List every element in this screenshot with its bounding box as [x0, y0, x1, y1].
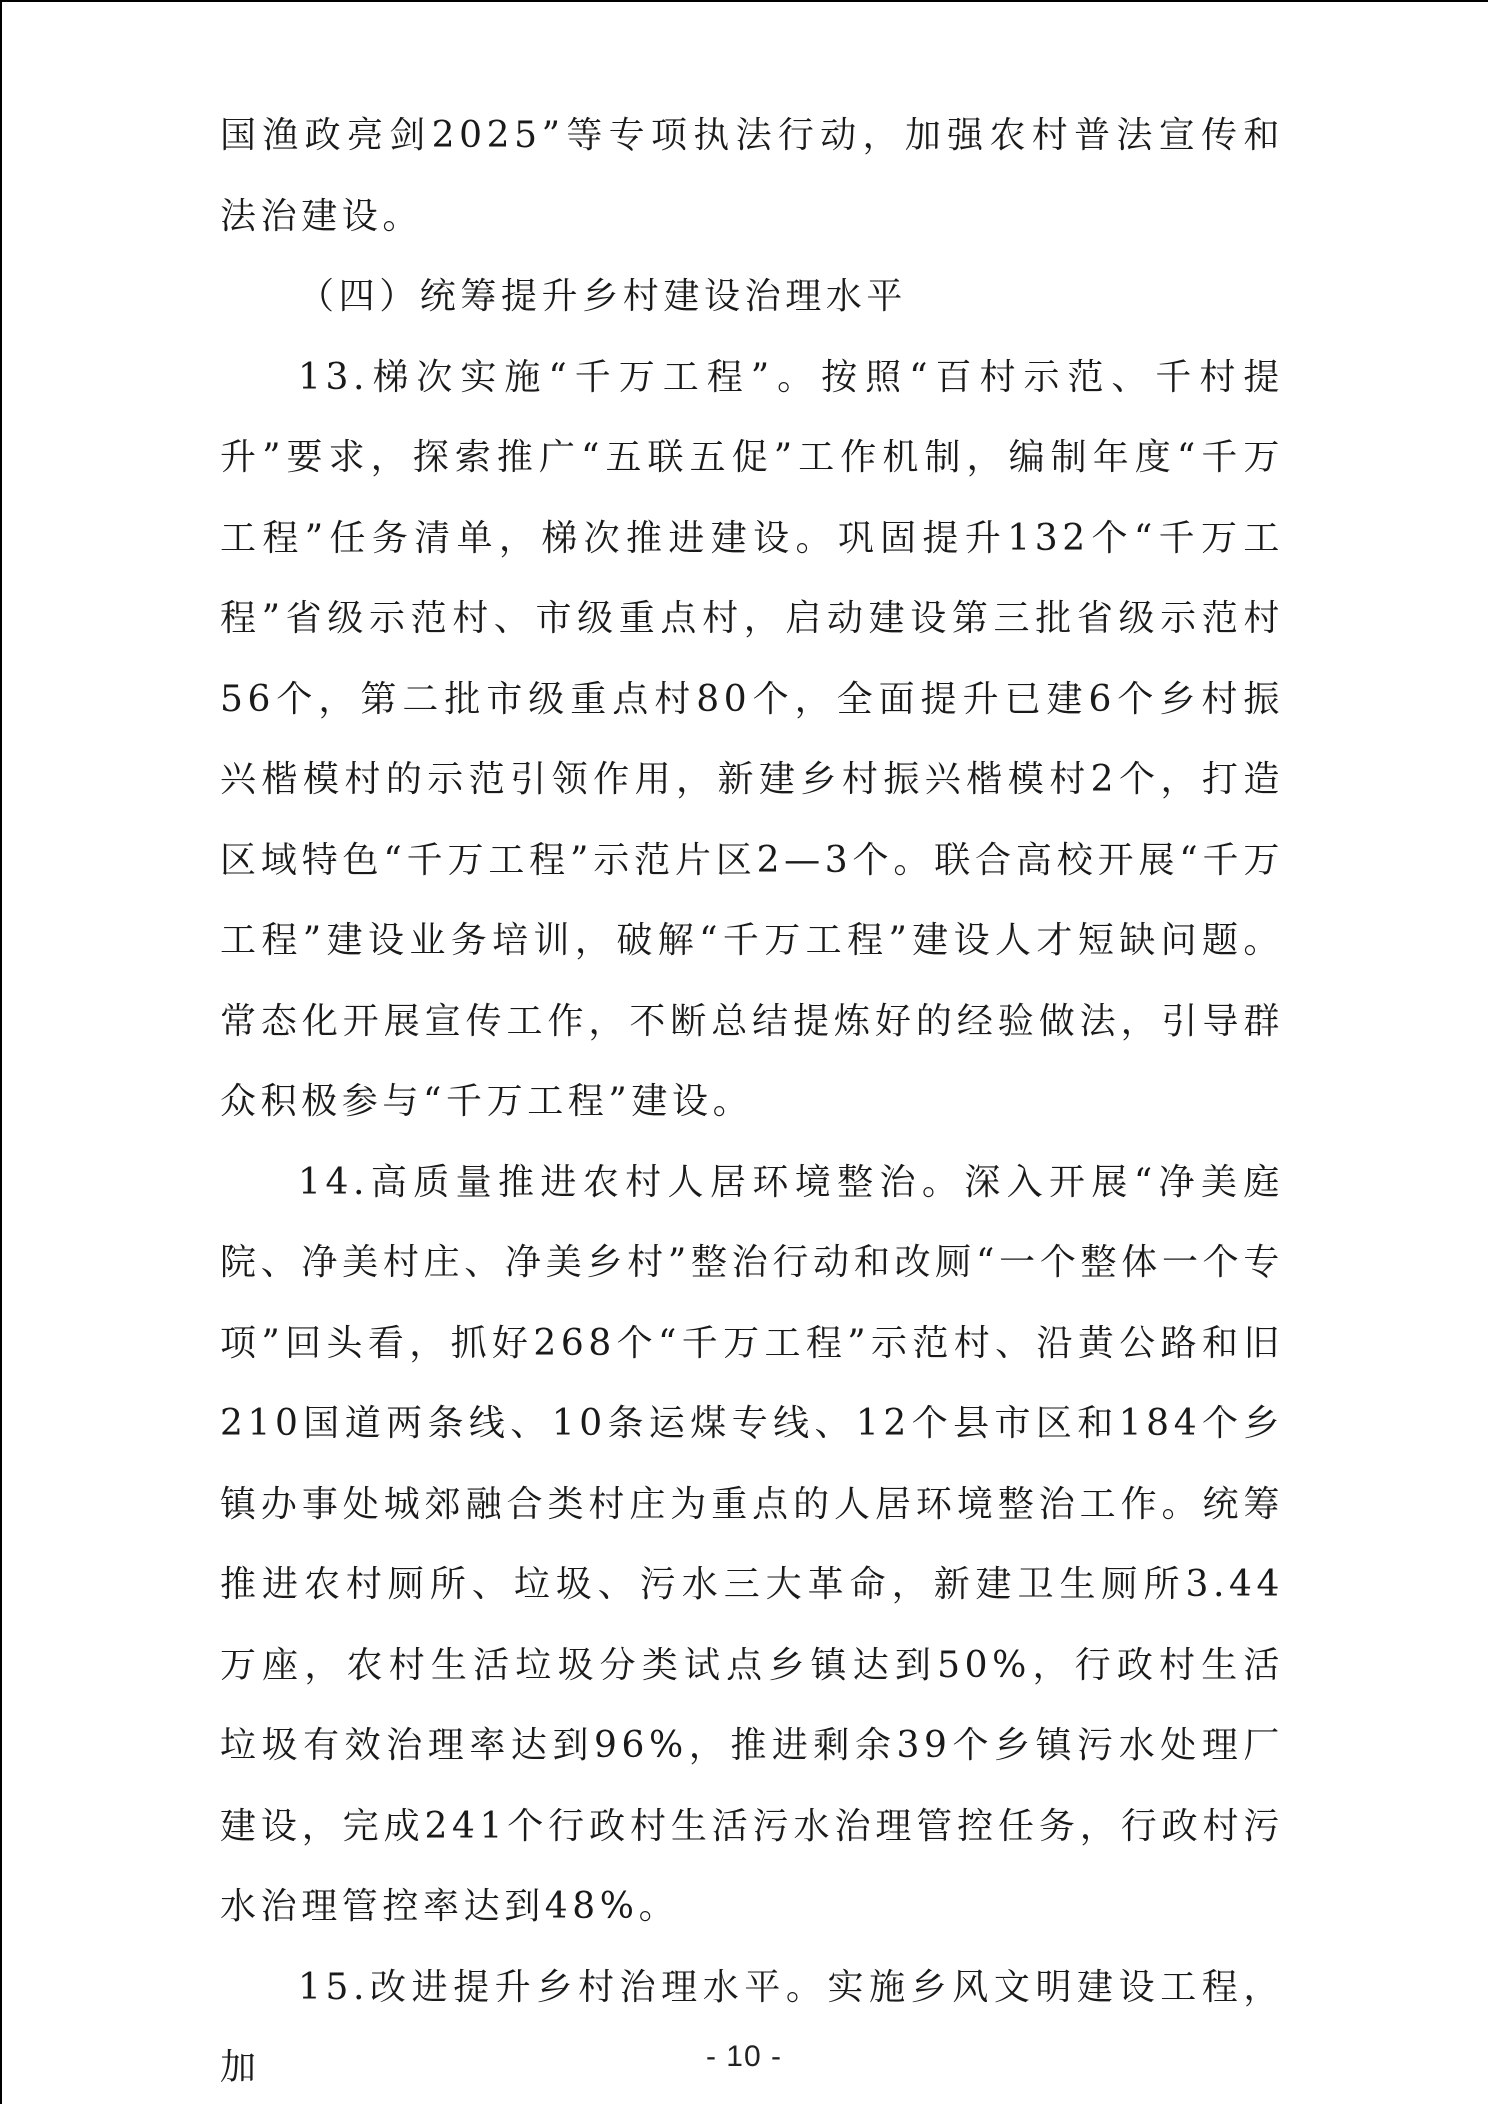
section-heading: （四）统筹提升乡村建设治理水平: [298, 276, 908, 317]
paragraph-item-14: 14.高质量推进农村人居环境整治。深入开展“净美庭院、净美村庄、净美乡村”整治行动和改厕“一个整体一个专项”回头看，抓好268个“千万工程”示范村、沿黄公路和旧210国道两条线、10条运煤专线、12个县市区和184个乡镇办事处城郊融合类村庄为重点的人居环境整治工作。统筹推进农村厕所、垃圾、污水三大革命，新建卫生厕所3.44万座，农村生活垃圾分类试点乡镇达到50%，行政村生活垃圾有效治理率达到96%，推进剩余39个乡镇污水处理厂建设，完成241个行政村生活污水治理管控任务，行政村污水治理管控率达到48%。: [220, 1161, 1284, 1927]
paragraph-item-15: 15.改进提升乡村治理水平。实施乡风文明建设工程，加: [220, 1966, 1284, 2088]
document-body: [220, 96, 1284, 2109]
page-number: - 10 -: [705, 2040, 783, 2073]
paragraph-item-13: 13.梯次实施“千万工程”。按照“百村示范、千村提升”要求，探索推广“五联五促”工作机制，编制年度“千万工程”任务清单，梯次推进建设。巩固提升132个“千万工程”省级示范村、市级重点村，启动建设第三批省级示范村56个，第二批市级重点村80个，全面提升已建6个乡村振兴楷模村的示范引领作用，新建乡村振兴楷模村2个，打造区域特色“千万工程”示范片区2—3个。联合高校开展“千万工程”建设业务培训，破解“千万工程”建设人才短缺问题。常态化开展宣传工作，不断总结提炼好的经验做法，引导群众积极参与“千万工程”建设。: [220, 356, 1284, 1122]
paragraph-continuation: 国渔政亮剑2025”等专项执法行动，加强农村普法宣传和法治建设。: [220, 115, 1284, 237]
